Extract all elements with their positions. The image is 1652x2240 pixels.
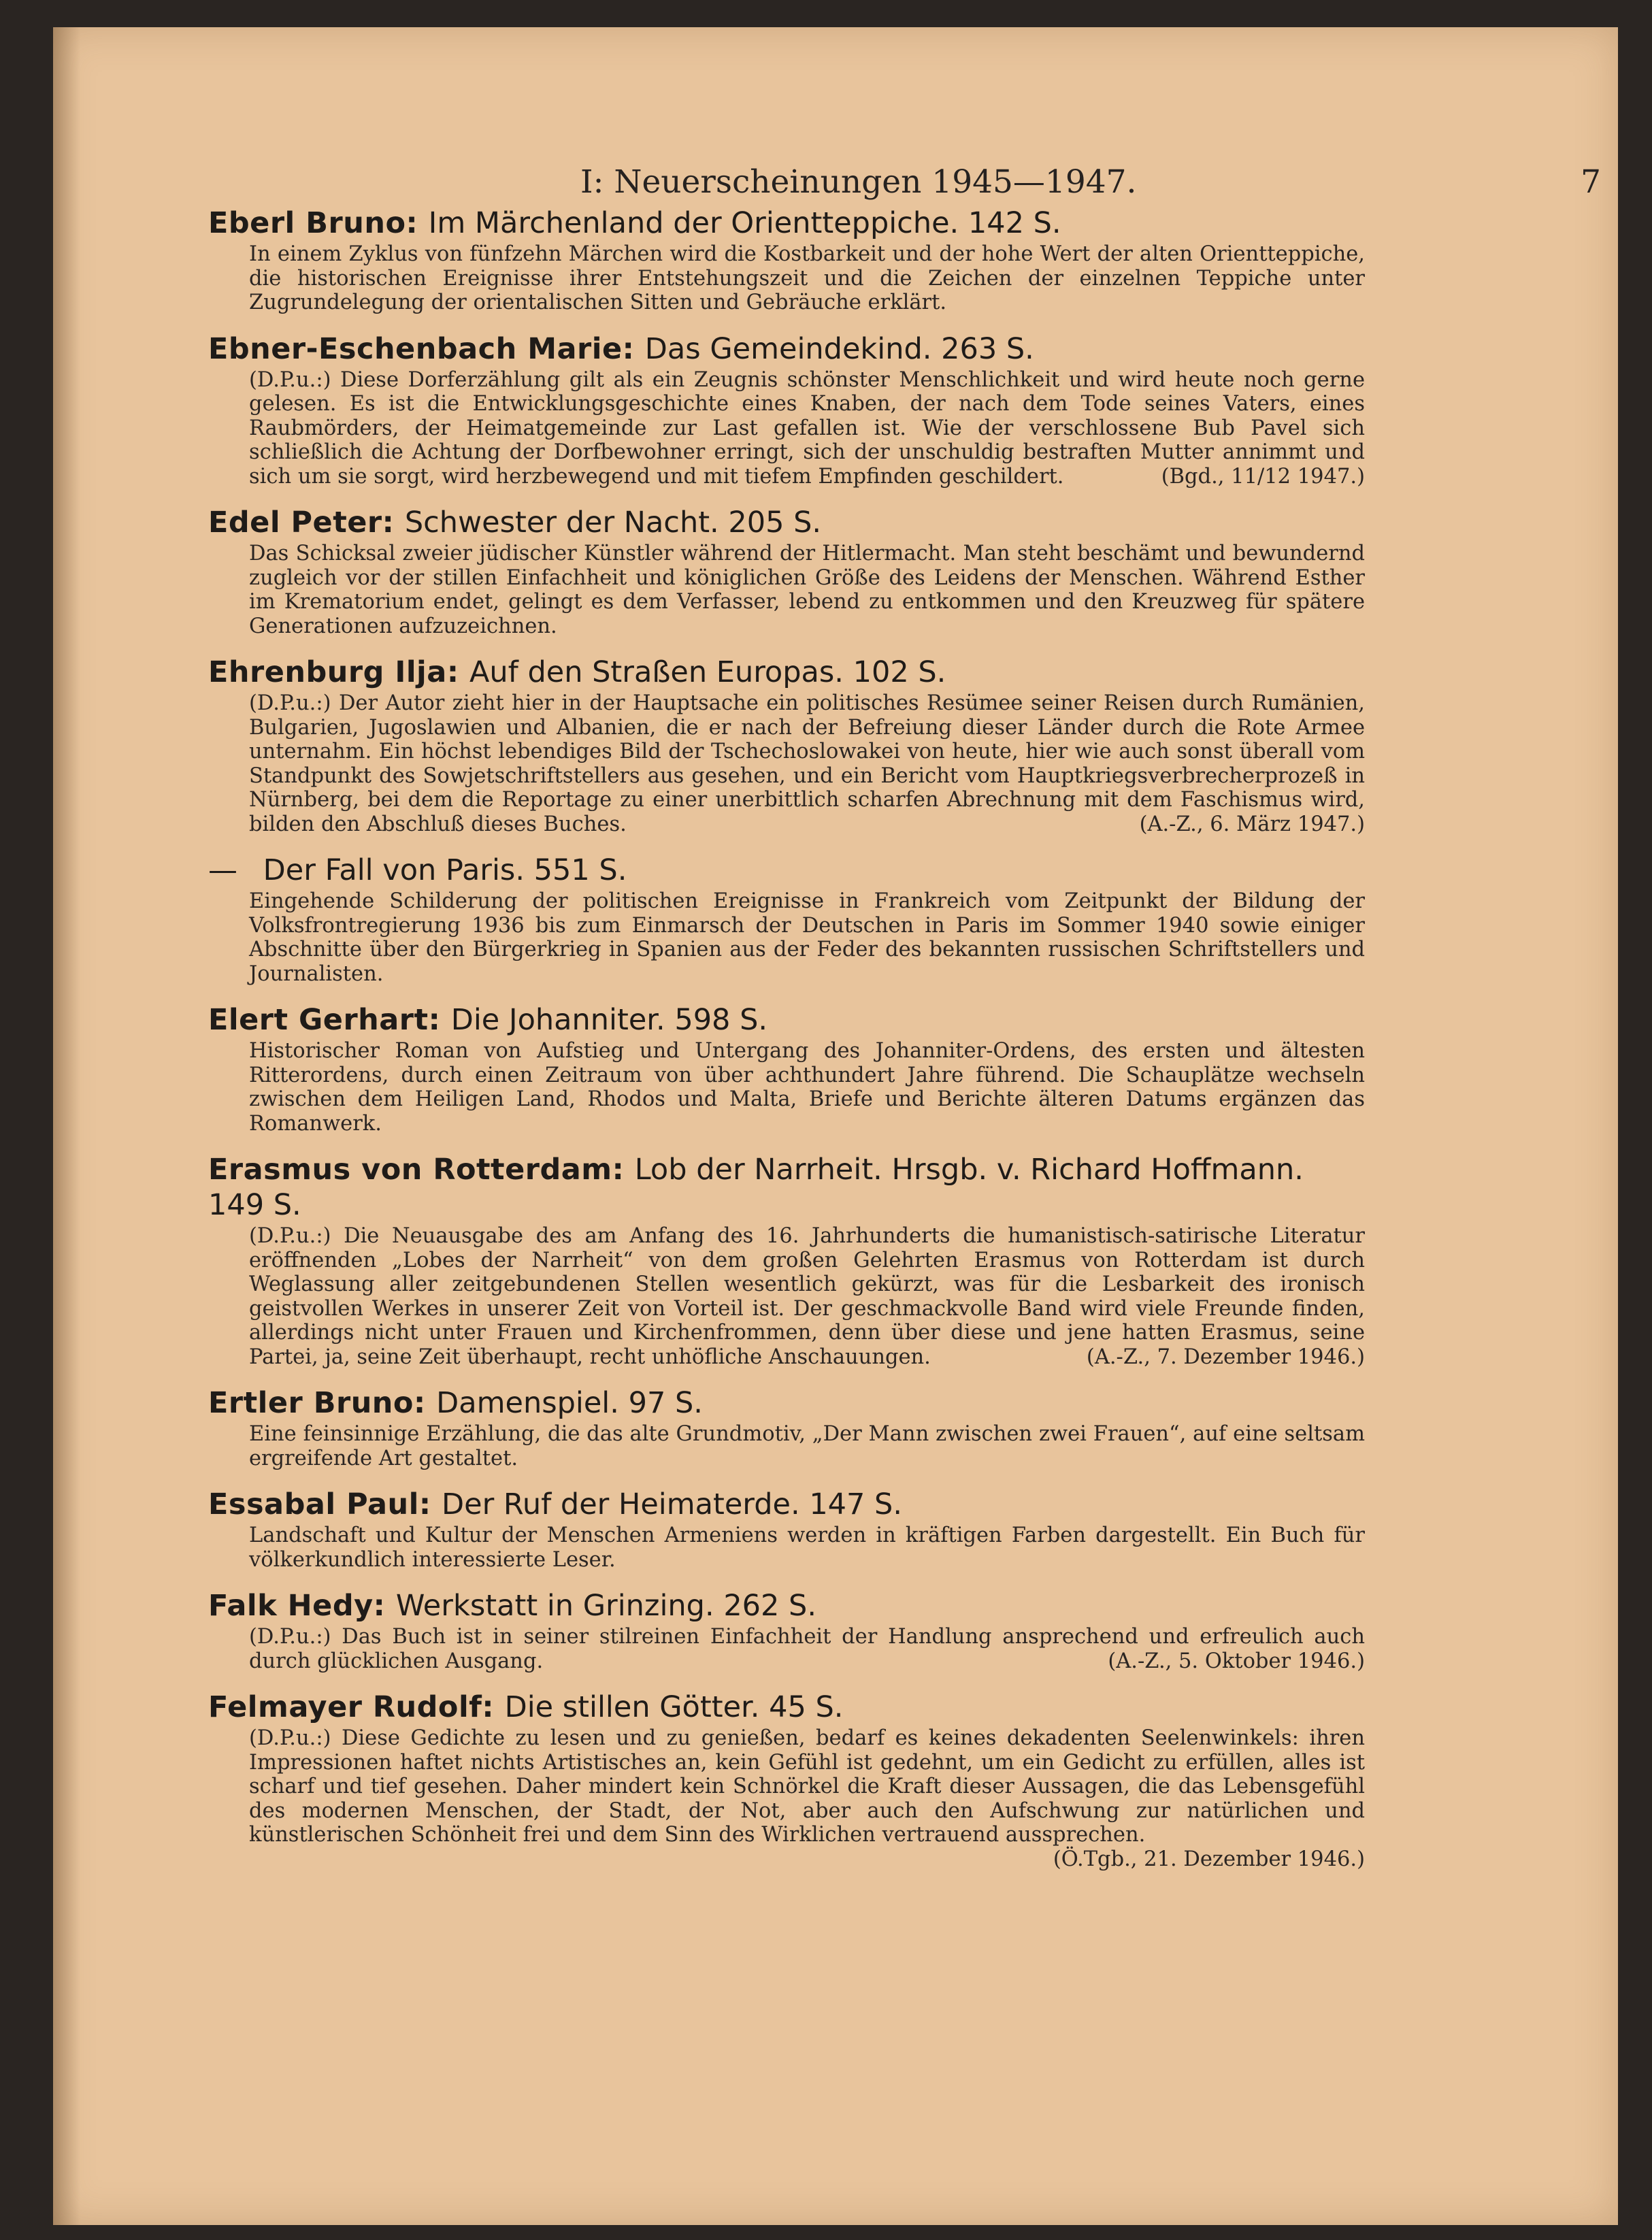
review-source: (A.-Z., 6. März 1947.) xyxy=(1139,812,1365,836)
entry-heading: Eberl Bruno: Im Märchenland der Orientteppiche. 142 S. xyxy=(208,206,1061,240)
ditto-dash: — xyxy=(208,853,237,887)
entry-author: Ertler Bruno xyxy=(208,1386,414,1420)
entry-annotation xyxy=(249,691,1365,836)
bibliography-entry xyxy=(208,1385,1365,1470)
bibliography-entry xyxy=(208,205,1365,315)
entry-title: Damenspiel. 97 S. xyxy=(436,1386,703,1420)
entry-title: Im Märchenland der Orientteppiche. 142 S. xyxy=(428,206,1061,240)
annotation-text: (D.P.u.:) Diese Gedichte zu lesen und zu genießen, bedarf es keines dekadenten Seelenwinkels: ihren Impressionen haftet nichts Artistisches an, kein Gefühl ist gedehnt, um ein Gedicht zu erfüllen, alles ist scharf und tief gesehen. Daher mindert kein Schnörkel die Kraft dieser Aussagen, die das Lebensgefühl des modernen Menschen, der Stadt, der Not, aber auch den Aufschwung zur natürlichen und künstlerischen Schönheit frei und dem Sinn des Wirklichen vertrauend aussprechen. xyxy=(249,1726,1365,1847)
entry-title: Das Gemeindekind. 263 S. xyxy=(644,331,1034,366)
entry-heading: Felmayer Rudolf: Die stillen Götter. 45 S. xyxy=(208,1690,844,1724)
entry-heading: Ertler Bruno: Damenspiel. 97 S. xyxy=(208,1386,703,1420)
entry-author: Falk Hedy xyxy=(208,1589,374,1623)
annotation-text: Eingehende Schilderung der politischen Ereignisse in Frankreich vom Zeitpunkt der Bildung der Volksfrontregierung 1936 bis zum Einmarsch der Deutschen in Paris im Sommer 1940 sowie einiger Abschnitte über den Bürgerkrieg in Spanien aus der Feder des bekannten russischen Schriftstellers und Journalisten. xyxy=(249,889,1365,986)
annotation-text: In einem Zyklus von fünfzehn Märchen wird die Kostbarkeit und der hohe Wert der alten Orientteppiche, die historischen Ereignisse ihrer Entstehungszeit und die Zeichen der einzelnen Teppiche unter Zugrundelegung der orientalischen Sitten und Gebräuche erklärt. xyxy=(249,242,1365,314)
review-source: (A.-Z., 5. Oktober 1946.) xyxy=(1108,1649,1365,1673)
bibliography-entry xyxy=(208,331,1365,489)
entry-annotation xyxy=(249,1523,1365,1572)
annotation-text: (D.P.u.:) Das Buch ist in seiner stilreinen Einfachheit der Handlung ansprechend und erfreulich auch durch glücklichen Ausgang. xyxy=(249,1625,1365,1673)
entry-author: Edel Peter xyxy=(208,506,382,540)
entry-annotation xyxy=(249,889,1365,986)
entry-annotation xyxy=(249,542,1365,638)
entry-author: Erasmus von Rotterdam xyxy=(208,1153,612,1187)
entry-annotation xyxy=(249,1039,1365,1136)
entry-annotation xyxy=(249,368,1365,489)
review-source: (Ö.Tgb., 21. Dezember 1946.) xyxy=(1053,1847,1365,1871)
entry-title: Auf den Straßen Europas. 102 S. xyxy=(469,655,946,689)
entry-heading: Erasmus von Rotterdam: Lob der Narrheit. Hrsgb. v. Richard Hoffmann. 149 S. xyxy=(208,1153,1304,1222)
entry-heading: Falk Hedy: Werkstatt in Grinzing. 262 S. xyxy=(208,1589,817,1623)
entry-heading: Ehrenburg Ilja: Auf den Straßen Europas. 102 S. xyxy=(208,655,946,689)
bibliography-entry xyxy=(208,655,1365,836)
bibliography-entry xyxy=(208,1690,1365,1871)
entry-title: Lob der Narrheit. Hrsgb. v. Richard Hoffmann. 149 S. xyxy=(208,1153,1304,1222)
annotation-text: Landschaft und Kultur der Menschen Armeniens werden in kräftigen Farben dargestellt. Ein Buch für völkerkundlich interessierte Leser. xyxy=(249,1523,1365,1572)
entry-title: Schwester der Nacht. 205 S. xyxy=(404,506,822,540)
entry-author: Elert Gerhart xyxy=(208,1003,429,1037)
bibliography-entry xyxy=(208,1588,1365,1673)
annotation-text: (D.P.u.:) Diese Dorferzählung gilt als ein Zeugnis schönster Menschlichkeit und wird heute noch gerne gelesen. Es ist die Entwicklungsgeschichte eines Knaben, der nach dem Tode seines Vaters, eines Raubmörders, der Heimatgemeinde zur Last gefallen ist. Wie der verschlossene Bub Pavel sich schließlich die Achtung der Dorfbewohner erringt, sich der unschuldig bestraften Mutter annimmt und sich um sie sorgt, wird herzbewegend und mit tiefem Empfinden geschildert. xyxy=(249,367,1365,489)
review-source: (A.-Z., 7. Dezember 1946.) xyxy=(1086,1345,1365,1369)
annotation-text: Das Schicksal zweier jüdischer Künstler während der Hitlermacht. Man steht beschämt und bewundernd zugleich vor der stillen Einfachheit und königlichen Größe des Leidens der Menschen. Während Esther im Krematorium endet, gelingt es dem Verfasser, lebend zu entkommen und den Kreuzweg für spätere Generationen aufzuzeichnen. xyxy=(249,542,1365,638)
annotation-text: (D.P.u.:) Der Autor zieht hier in der Hauptsache ein politisches Resümee seiner Reisen durch Rumänien, Bulgarien, Jugoslawien und Albanien, die er nach der Befreiung dieser Länder durch die Rote Armee unternahm. Ein höchst lebendiges Bild der Tschechoslowakei von heute, hier wie auch sonst überall vom Standpunkt des Sowjetschriftstellers aus gesehen, und ein Bericht vom Hauptkriegsverbrecherprozeß in Nürnberg, bei dem die Reportage zu einer unerbittlich scharfen Abrechnung mit dem Faschismus wird, bilden den Abschluß dieses Buches. xyxy=(249,691,1365,836)
page-number: 7 xyxy=(1581,163,1601,201)
entry-annotation xyxy=(249,1726,1365,1871)
entry-heading: Essabal Paul: Der Ruf der Heimaterde. 147 S. xyxy=(208,1487,903,1521)
entry-title: Werkstatt in Grinzing. 262 S. xyxy=(395,1589,817,1623)
bibliography-entry xyxy=(208,505,1365,638)
entry-author: Essabal Paul xyxy=(208,1487,419,1521)
entry-title: Der Ruf der Heimaterde. 147 S. xyxy=(442,1487,903,1521)
entry-heading: Elert Gerhart: Die Johanniter. 598 S. xyxy=(208,1003,768,1037)
bibliography-list xyxy=(208,205,1365,1888)
entry-title: Die stillen Götter. 45 S. xyxy=(504,1690,844,1724)
entry-author: Ehrenburg Ilja xyxy=(208,655,447,689)
entry-heading xyxy=(208,853,1365,888)
bibliography-entry xyxy=(208,853,1365,986)
annotation-text: Eine feinsinnige Erzählung, die das alte Grundmotiv, „Der Mann zwischen zwei Frauen“, auf eine seltsam ergreifende Art gestaltet. xyxy=(249,1422,1365,1470)
entry-author: Felmayer Rudolf xyxy=(208,1690,482,1724)
entry-title: Der Fall von Paris. 551 S. xyxy=(263,853,627,887)
bibliography-entry xyxy=(208,1487,1365,1572)
entry-annotation xyxy=(249,242,1365,315)
entry-author: Ebner-Eschenbach Marie xyxy=(208,331,623,366)
annotation-text: (D.P.u.:) Die Neuausgabe des am Anfang des 16. Jahrhunderts die humanistisch-satirische Literatur eröffnenden „Lobes der Narrheit“ von dem großen Gelehrten Erasmus von Rotterdam ist durch Weglassung aller zeitgebundenen Stellen wesentlich gekürzt, was für die Lesbarkeit des ironisch geistvollen Werkes in unserer Zeit von Vorteil ist. Der geschmackvolle Band wird viele Freunde finden, allerdings nicht unter Frauen und Kirchenfrommen, denn über diese und jene hatten Erasmus, seine Partei, ja, seine Zeit überhaupt, recht unhöfliche Anschauungen. xyxy=(249,1224,1365,1369)
entry-author: Eberl Bruno xyxy=(208,206,406,240)
entry-annotation xyxy=(249,1625,1365,1673)
section-title: I: Neuerscheinungen 1945—1947. xyxy=(580,163,1137,201)
annotation-text: Historischer Roman von Aufstieg und Untergang des Johanniter-Ordens, des ersten und ältesten Ritterordens, durch einen Zeitraum von über achthundert Jahre führend. Die Schauplätze wechseln zwischen dem Heiligen Land, Rhodos und Malta, Briefe und Berichte älteren Datums ergänzen das Romanwerk. xyxy=(249,1039,1365,1136)
entry-heading: Edel Peter: Schwester der Nacht. 205 S. xyxy=(208,506,822,540)
entry-annotation xyxy=(249,1224,1365,1369)
bibliography-entry xyxy=(208,1002,1365,1136)
entry-title: Die Johanniter. 598 S. xyxy=(450,1003,768,1037)
entry-annotation xyxy=(249,1422,1365,1470)
review-source: (Bgd., 11/12 1947.) xyxy=(1161,464,1365,489)
bibliography-entry xyxy=(208,1152,1365,1369)
entry-heading: Ebner-Eschenbach Marie: Das Gemeindekind. 263 S. xyxy=(208,331,1034,366)
running-head xyxy=(526,163,1601,211)
